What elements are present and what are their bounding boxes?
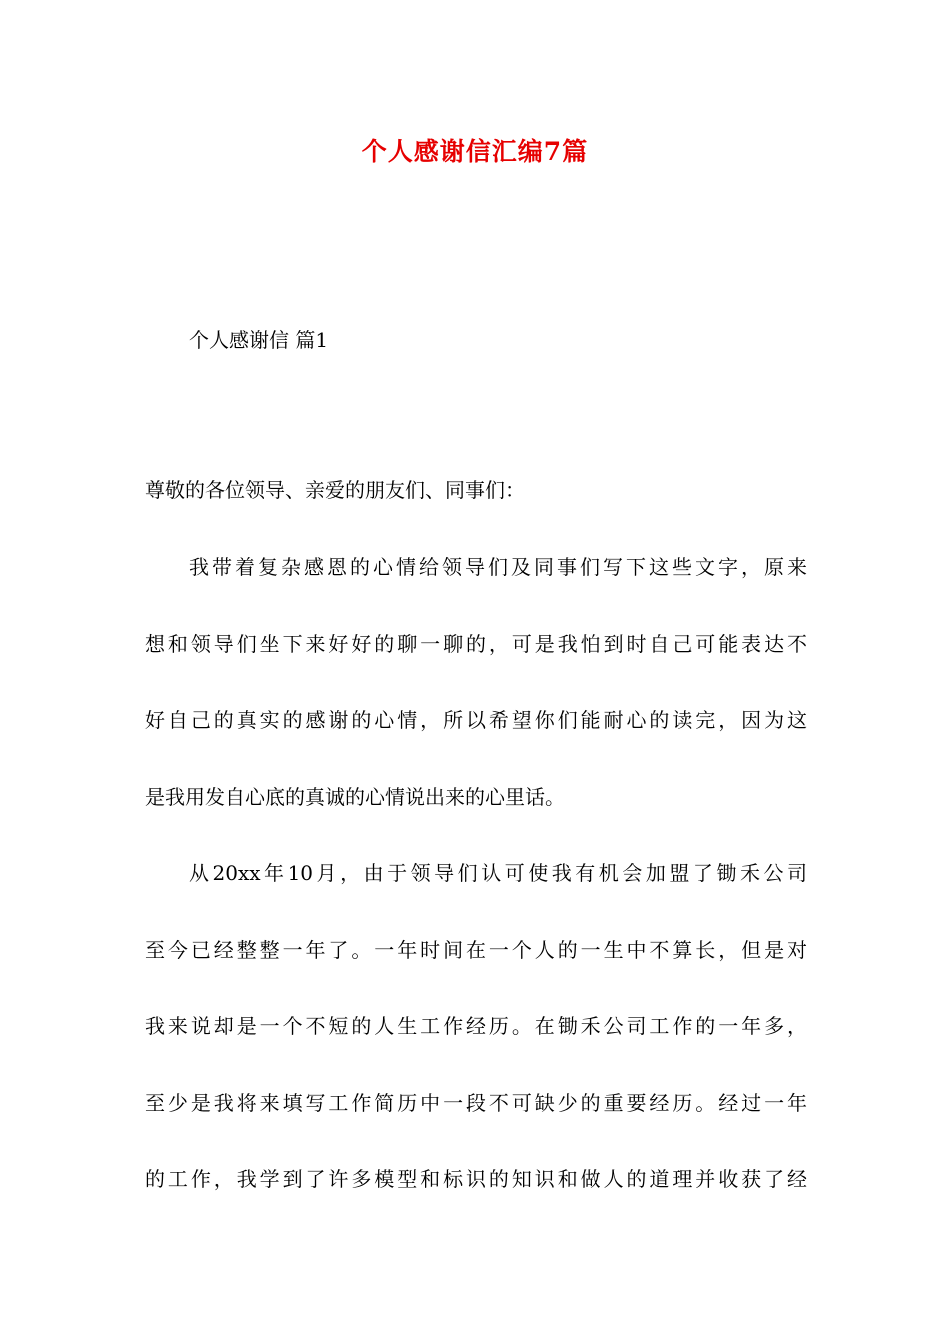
letter-body: [145, 539, 807, 1228]
section-heading: 个人感谢信 篇1: [189, 328, 329, 352]
paragraph-line: 是我用发自心底的真诚的心情说出来的心里话。: [145, 784, 565, 809]
paragraph-line: 想和领导们坐下来好好的聊一聊的，可是我怕到时自己可能表达不: [145, 631, 807, 656]
paragraph-line: 我来说却是一个不短的人生工作经历。在锄禾公司工作的一年多，: [145, 1014, 807, 1038]
salutation: 尊敬的各位领导、亲爱的朋友们、同事们：: [145, 478, 525, 502]
paragraph-line: 从20xx年10月，由于领导们认可使我有机会加盟了锄禾公司: [189, 861, 807, 885]
paragraph-line: 的工作，我学到了许多模型和标识的知识和做人的道理并收获了经: [145, 1167, 807, 1191]
paragraph-line: 至少是我将来填写工作简历中一段不可缺少的重要经历。经过一年: [145, 1090, 807, 1115]
paragraph-line: 好自己的真实的感谢的心情，所以希望你们能耐心的读完，因为这: [145, 708, 807, 732]
paragraph-line: 我带着复杂感恩的心情给领导们及同事们写下这些文字，原来: [189, 555, 807, 579]
document-title: 个人感谢信汇编7篇: [361, 137, 589, 166]
paragraph-line: 至今已经整整一年了。一年时间在一个人的一生中不算长，但是对: [145, 937, 807, 962]
